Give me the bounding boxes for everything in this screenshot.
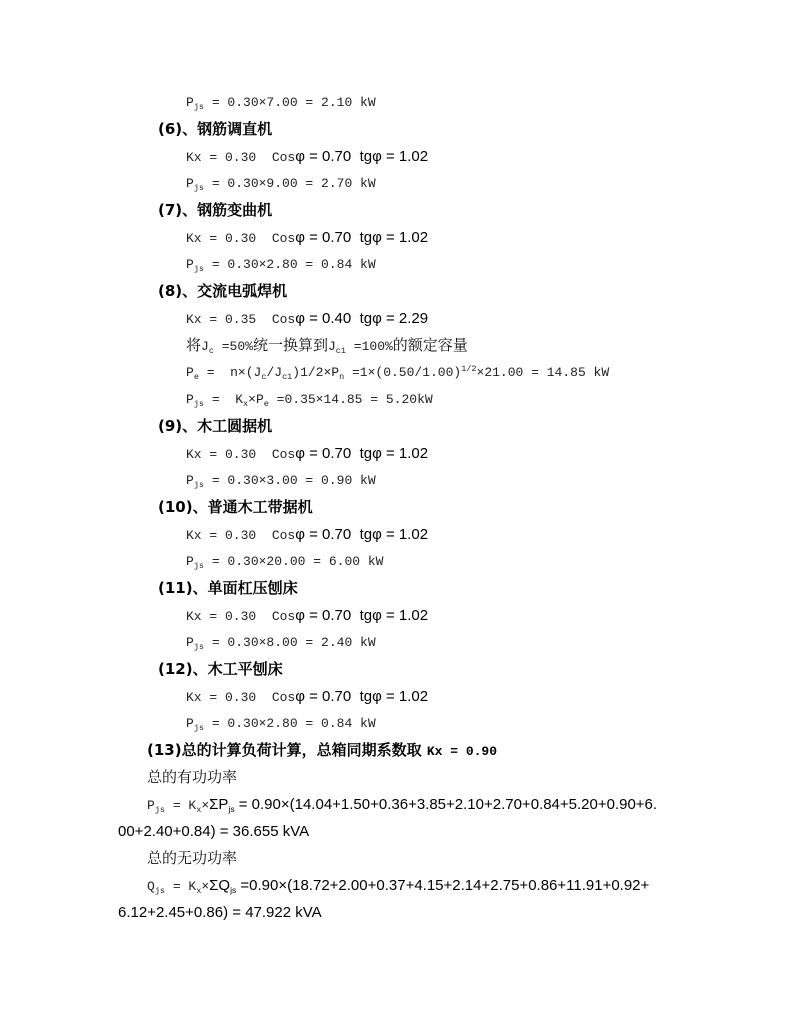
kx-cos-tg-line — [0, 521, 791, 548]
duty-cycle-subscript: c — [208, 346, 214, 356]
duty-cycle-symbol: J — [201, 339, 209, 354]
machine-heading: (6)、钢筋调直机 — [158, 120, 273, 138]
power-subscript: js — [193, 399, 205, 409]
calculation-body — [0, 89, 791, 926]
pjs-formula — [0, 251, 791, 278]
reactive-power-result: 6.12+2.45+0.86) = 47.922 kVA — [118, 904, 322, 921]
multiply-sign: × — [201, 879, 210, 894]
formula-expression: = 0.30×7.00 = 2.10 kW — [204, 95, 376, 110]
power-symbol: P — [186, 365, 194, 380]
formula-expression: = 0.30×2.80 = 0.84 kW — [204, 716, 376, 731]
formula-expression: ×21.00 = 14.85 kW — [476, 365, 610, 380]
cos-tg-values: φ = 0.70 tgφ = 1.02 — [295, 229, 429, 246]
sum-expression: =0.90×(18.72+2.00+0.37+4.15+2.14+2.75+0.86+11.91+0.92+ — [236, 877, 650, 894]
power-subscript: js — [193, 264, 205, 274]
conversion-text: 统一换算到 — [252, 336, 328, 354]
kx-cos-tg-line — [0, 305, 791, 332]
power-symbol: P — [147, 798, 155, 813]
pe-formula — [0, 359, 791, 386]
formula-subscript: js — [228, 804, 235, 814]
power-symbol: P — [186, 95, 194, 110]
cos-tg-values: φ = 0.70 tgφ = 1.02 — [295, 445, 429, 462]
power-symbol: P — [186, 257, 194, 272]
pjs-formula — [0, 629, 791, 656]
power-subscript: js — [193, 642, 205, 652]
power-symbol: P — [186, 635, 194, 650]
reactive-power-formula — [0, 872, 791, 899]
machine-heading-row — [0, 116, 791, 143]
power-subscript: e — [193, 372, 199, 382]
active-power-continuation — [0, 818, 791, 845]
machine-heading: (12)、木工平刨床 — [158, 660, 283, 678]
cos-tg-values: φ = 0.70 tgφ = 1.02 — [295, 607, 429, 624]
machine-heading: (11)、单面杠压刨床 — [158, 579, 298, 597]
sum-expression: = 0.90×(14.04+1.50+0.36+3.85+2.10+2.70+0.84+5.20+0.90+6. — [234, 796, 658, 813]
machine-heading: (9)、木工圆据机 — [158, 417, 273, 435]
formula-expression: = 0.30×8.00 = 2.40 kW — [204, 635, 376, 650]
power-symbol: P — [186, 473, 194, 488]
duty-cycle-subscript: c1 — [335, 346, 346, 356]
pjs-formula — [0, 386, 791, 413]
formula-expression: = 0.30×9.00 = 2.70 kW — [204, 176, 376, 191]
pjs-formula — [0, 170, 791, 197]
power-symbol: P — [186, 716, 194, 731]
formula-expression: = n×(J — [198, 365, 262, 380]
kx-cos-text: Kx = 0.35 Cos — [186, 312, 296, 327]
sum-symbol: ΣP — [209, 796, 229, 813]
kx-cos-tg-line — [0, 143, 791, 170]
machine-heading-row — [0, 278, 791, 305]
formula-subscript: x — [196, 886, 202, 896]
kx-cos-text: Kx = 0.30 Cos — [186, 447, 296, 462]
power-symbol: P — [186, 392, 194, 407]
cos-tg-values: φ = 0.40 tgφ = 2.29 — [295, 310, 429, 327]
machine-heading-row — [0, 494, 791, 521]
duty-cycle-value: =100% — [345, 339, 393, 354]
formula-subscript: n — [339, 372, 345, 382]
power-subscript: js — [154, 886, 166, 896]
pjs-formula — [0, 548, 791, 575]
power-symbol: P — [186, 554, 194, 569]
active-power-label: 总的有功功率 — [147, 768, 238, 786]
conversion-text: 将 — [186, 336, 202, 354]
machine-heading: (7)、钢筋变曲机 — [158, 201, 273, 219]
formula-expression: /J — [266, 365, 283, 380]
formula-subscript: x — [196, 805, 202, 815]
formula-expression: )1/2×P — [292, 365, 340, 380]
reactive-power-label-row — [0, 845, 791, 872]
formula-expression: = 0.30×3.00 = 0.90 kW — [204, 473, 376, 488]
kx-cos-tg-line — [0, 224, 791, 251]
kx-cos-text: Kx = 0.30 Cos — [186, 528, 296, 543]
formula-expression: ×P — [248, 392, 264, 407]
carryover-pjs-formula — [0, 89, 791, 116]
kx-cos-tg-line — [0, 602, 791, 629]
kx-cos-tg-line — [0, 440, 791, 467]
conversion-text: 的额定容量 — [392, 336, 468, 354]
power-subscript: js — [193, 561, 205, 571]
active-power-result: 00+2.40+0.84) = 36.655 kVA — [118, 823, 310, 840]
kx-cos-text: Kx = 0.30 Cos — [186, 231, 296, 246]
active-power-label-row — [0, 764, 791, 791]
machine-heading: (8)、交流电弧焊机 — [158, 282, 288, 300]
formula-subscript: js — [230, 885, 237, 895]
cos-tg-values: φ = 0.70 tgφ = 1.02 — [295, 526, 429, 543]
duty-cycle-symbol: J — [327, 339, 336, 354]
formula-expression: = 0.30×20.00 = 6.00 kW — [204, 554, 384, 569]
formula-expression: = K — [204, 392, 244, 407]
power-subscript: js — [193, 102, 205, 112]
machine-heading: (10)、普通木工带据机 — [158, 498, 313, 516]
power-subscript: js — [193, 480, 205, 490]
sum-symbol: ΣQ — [209, 877, 231, 894]
duty-cycle-conversion-line — [0, 332, 791, 359]
pjs-formula — [0, 710, 791, 737]
multiply-sign: × — [201, 798, 210, 813]
duty-cycle-value: =50% — [213, 339, 253, 354]
total-heading: (13)总的计算负荷计算，总箱同期系数取 — [147, 741, 427, 759]
formula-subscript: c — [261, 372, 267, 382]
formula-expression: = K — [165, 879, 197, 894]
power-symbol: P — [186, 176, 194, 191]
kx-cos-text: Kx = 0.30 Cos — [186, 609, 296, 624]
kx-cos-tg-line — [0, 683, 791, 710]
pjs-formula — [0, 467, 791, 494]
machine-heading-row — [0, 413, 791, 440]
machine-heading-row — [0, 656, 791, 683]
formula-expression: =0.35×14.85 = 5.20kW — [268, 392, 433, 407]
reactive-power-label: 总的无功功率 — [147, 849, 238, 867]
cos-tg-values: φ = 0.70 tgφ = 1.02 — [295, 148, 429, 165]
formula-superscript: 1/2 — [461, 364, 477, 374]
formula-expression: =1×(0.50/1.00) — [344, 365, 462, 380]
power-subscript: js — [193, 723, 205, 733]
machine-heading-row — [0, 575, 791, 602]
kx-cos-text: Kx = 0.30 Cos — [186, 150, 296, 165]
formula-expression: = 0.30×2.80 = 0.84 kW — [204, 257, 376, 272]
total-kx-value: Kx = 0.90 — [426, 744, 498, 759]
formula-subscript: x — [243, 399, 249, 409]
power-subscript: js — [154, 805, 166, 815]
formula-subscript: c1 — [282, 372, 293, 382]
active-power-formula — [0, 791, 791, 818]
total-heading-row — [0, 737, 791, 764]
power-symbol: Q — [147, 879, 155, 894]
power-subscript: js — [193, 183, 205, 193]
kx-cos-text: Kx = 0.30 Cos — [186, 690, 296, 705]
machine-heading-row — [0, 197, 791, 224]
formula-subscript: e — [263, 399, 269, 409]
cos-tg-values: φ = 0.70 tgφ = 1.02 — [295, 688, 429, 705]
formula-expression: = K — [165, 798, 197, 813]
reactive-power-continuation — [0, 899, 791, 926]
